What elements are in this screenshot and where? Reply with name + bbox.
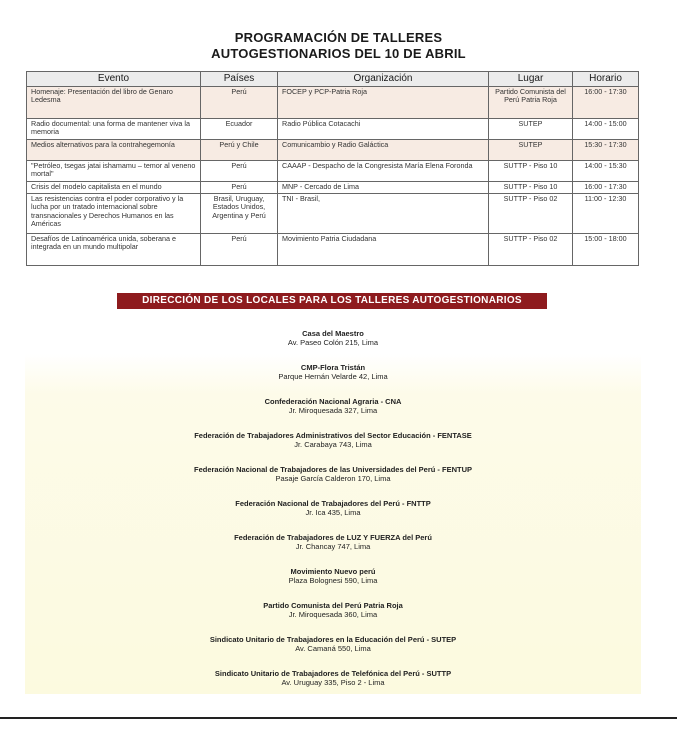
- location-address: Pasaje García Calderon 170, Lima: [275, 473, 391, 483]
- cell-horario: 15:30 - 17:30: [573, 140, 639, 161]
- location-item: [25, 602, 641, 619]
- cell-lugar: SUTEP: [489, 119, 573, 140]
- header-organizacion: Organización: [278, 72, 489, 87]
- cell-horario: 16:00 - 17:30: [573, 87, 639, 119]
- cell-horario: 11:00 - 12:30: [573, 194, 639, 234]
- cell-horario: 14:00 - 15:00: [573, 119, 639, 140]
- cell-evento: Crisis del modelo capitalista en el mundo: [27, 182, 201, 194]
- location-address: Jr. Miroquesada 360, Lima: [288, 609, 378, 619]
- cell-paises: Ecuador: [201, 119, 278, 140]
- location-address: Jr. Miroquesada 327, Lima: [288, 405, 378, 415]
- table-row: [27, 182, 639, 194]
- cell-lugar: Partido Comunista del Perú Patria Roja: [489, 87, 573, 119]
- location-address: Av. Camaná 550, Lima: [295, 643, 371, 653]
- location-address: Av. Uruguay 335, Piso 2 - Lima: [281, 677, 385, 687]
- location-address: Jr. Chancay 747, Lima: [295, 541, 371, 551]
- table-row: [27, 119, 639, 140]
- location-name: Partido Comunista del Perú Patria Roja: [263, 601, 403, 610]
- location-address: Av. Paseo Colón 215, Lima: [287, 337, 379, 347]
- cell-lugar: SUTTP - Piso 02: [489, 234, 573, 266]
- location-item: [25, 466, 641, 483]
- location-item: [25, 432, 641, 449]
- locations-banner: DIRECCIÓN DE LOS LOCALES PARA LOS TALLERES AUTOGESTIONARIOS: [117, 293, 547, 309]
- cell-evento: Medios alternativos para la contrahegemonía: [27, 140, 201, 161]
- location-address: Jr. Ica 435, Lima: [305, 507, 361, 517]
- location-item: [25, 364, 641, 381]
- location-name: Movimiento Nuevo perú: [290, 567, 376, 576]
- header-evento: Evento: [27, 72, 201, 87]
- location-name: Sindicato Unitario de Trabajadores en la Educación del Perú - SUTEP: [209, 635, 457, 644]
- table-row: [27, 140, 639, 161]
- location-address: Parque Hernán Velarde 42, Lima: [278, 371, 388, 381]
- location-name: Sindicato Unitario de Trabajadores de Telefónica del Perú - SUTTP: [214, 669, 452, 678]
- location-item: [25, 568, 641, 585]
- location-name: Federación de Trabajadores Administrativos del Sector Educación - FENTASE: [194, 431, 472, 440]
- cell-lugar: SUTTP - Piso 10: [489, 161, 573, 182]
- table-row: [27, 161, 639, 182]
- cell-paises: Perú y Chile: [201, 140, 278, 161]
- schedule-table: [26, 71, 639, 266]
- cell-organizacion: TNI - Brasil,: [278, 194, 489, 234]
- location-item: [25, 398, 641, 415]
- cell-paises: Brasil, Uruguay, Estados Unidos, Argentina y Perú: [201, 194, 278, 234]
- cell-lugar: SUTTP - Piso 10: [489, 182, 573, 194]
- cell-paises: Perú: [201, 161, 278, 182]
- cell-paises: Perú: [201, 182, 278, 194]
- location-name: CMP-Flora Tristán: [300, 363, 366, 372]
- cell-evento: Las resistencias contra el poder corporativo y la lucha por un tratado internacional sobre transnacionales y Derechos Humanos en las Américas: [27, 194, 201, 234]
- cell-evento: Radio documental: una forma de mantener viva la memoria: [27, 119, 201, 140]
- cell-organizacion: FOCEP y PCP-Patria Roja: [278, 87, 489, 119]
- table-row: [27, 194, 639, 234]
- page-title: [0, 30, 677, 62]
- location-name: Casa del Maestro: [302, 329, 364, 338]
- table-row: [27, 234, 639, 266]
- title-line-2: AUTOGESTIONARIOS DEL 10 DE ABRIL: [211, 46, 466, 61]
- cell-evento: Homenaje: Presentación del libro de Genaro Ledesma: [27, 87, 201, 119]
- header-paises: Países: [201, 72, 278, 87]
- table-header-row: [27, 72, 639, 87]
- table-row: [27, 87, 639, 119]
- cell-organizacion: Radio Pública Cotacachi: [278, 119, 489, 140]
- location-name: Federación Nacional de Trabajadores de las Universidades del Perú - FENTUP: [193, 465, 472, 474]
- location-address: Jr. Carabaya 743, Lima: [294, 439, 372, 449]
- header-lugar: Lugar: [489, 72, 573, 87]
- title-line-1: PROGRAMACIÓN DE TALLERES: [234, 30, 443, 45]
- location-name: Federación de Trabajadores de LUZ Y FUERZA del Perú: [234, 533, 432, 542]
- locations-list: [25, 324, 641, 694]
- cell-horario: 16:00 - 17:30: [573, 182, 639, 194]
- cell-organizacion: Movimiento Patria Ciudadana: [278, 234, 489, 266]
- location-item: [25, 670, 641, 687]
- header-horario: Horario: [573, 72, 639, 87]
- cell-lugar: SUTTP - Piso 02: [489, 194, 573, 234]
- cell-organizacion: CAAAP - Despacho de la Congresista María Elena Foronda: [278, 161, 489, 182]
- location-name: Confederación Nacional Agraria - CNA: [264, 397, 402, 406]
- location-address: Plaza Bolognesi 590, Lima: [288, 575, 378, 585]
- location-item: [25, 534, 641, 551]
- cell-lugar: SUTEP: [489, 140, 573, 161]
- cell-evento: "Petróleo, tsegas jatai ishamamu – temor al veneno mortal": [27, 161, 201, 182]
- location-name: Federación Nacional de Trabajadores del Perú - FNTTP: [235, 499, 431, 508]
- cell-paises: Perú: [201, 234, 278, 266]
- location-item: [25, 500, 641, 517]
- cell-organizacion: Comunicambio y Radio Galáctica: [278, 140, 489, 161]
- cell-organizacion: MNP - Cercado de Lima: [278, 182, 489, 194]
- cell-horario: 14:00 - 15:30: [573, 161, 639, 182]
- cell-paises: Perú: [201, 87, 278, 119]
- cell-evento: Desafíos de Latinoamérica unida, soberana e integrada en un mundo multipolar: [27, 234, 201, 266]
- cell-horario: 15:00 - 18:00: [573, 234, 639, 266]
- location-item: [25, 330, 641, 347]
- bottom-divider: [0, 717, 677, 719]
- location-item: [25, 636, 641, 653]
